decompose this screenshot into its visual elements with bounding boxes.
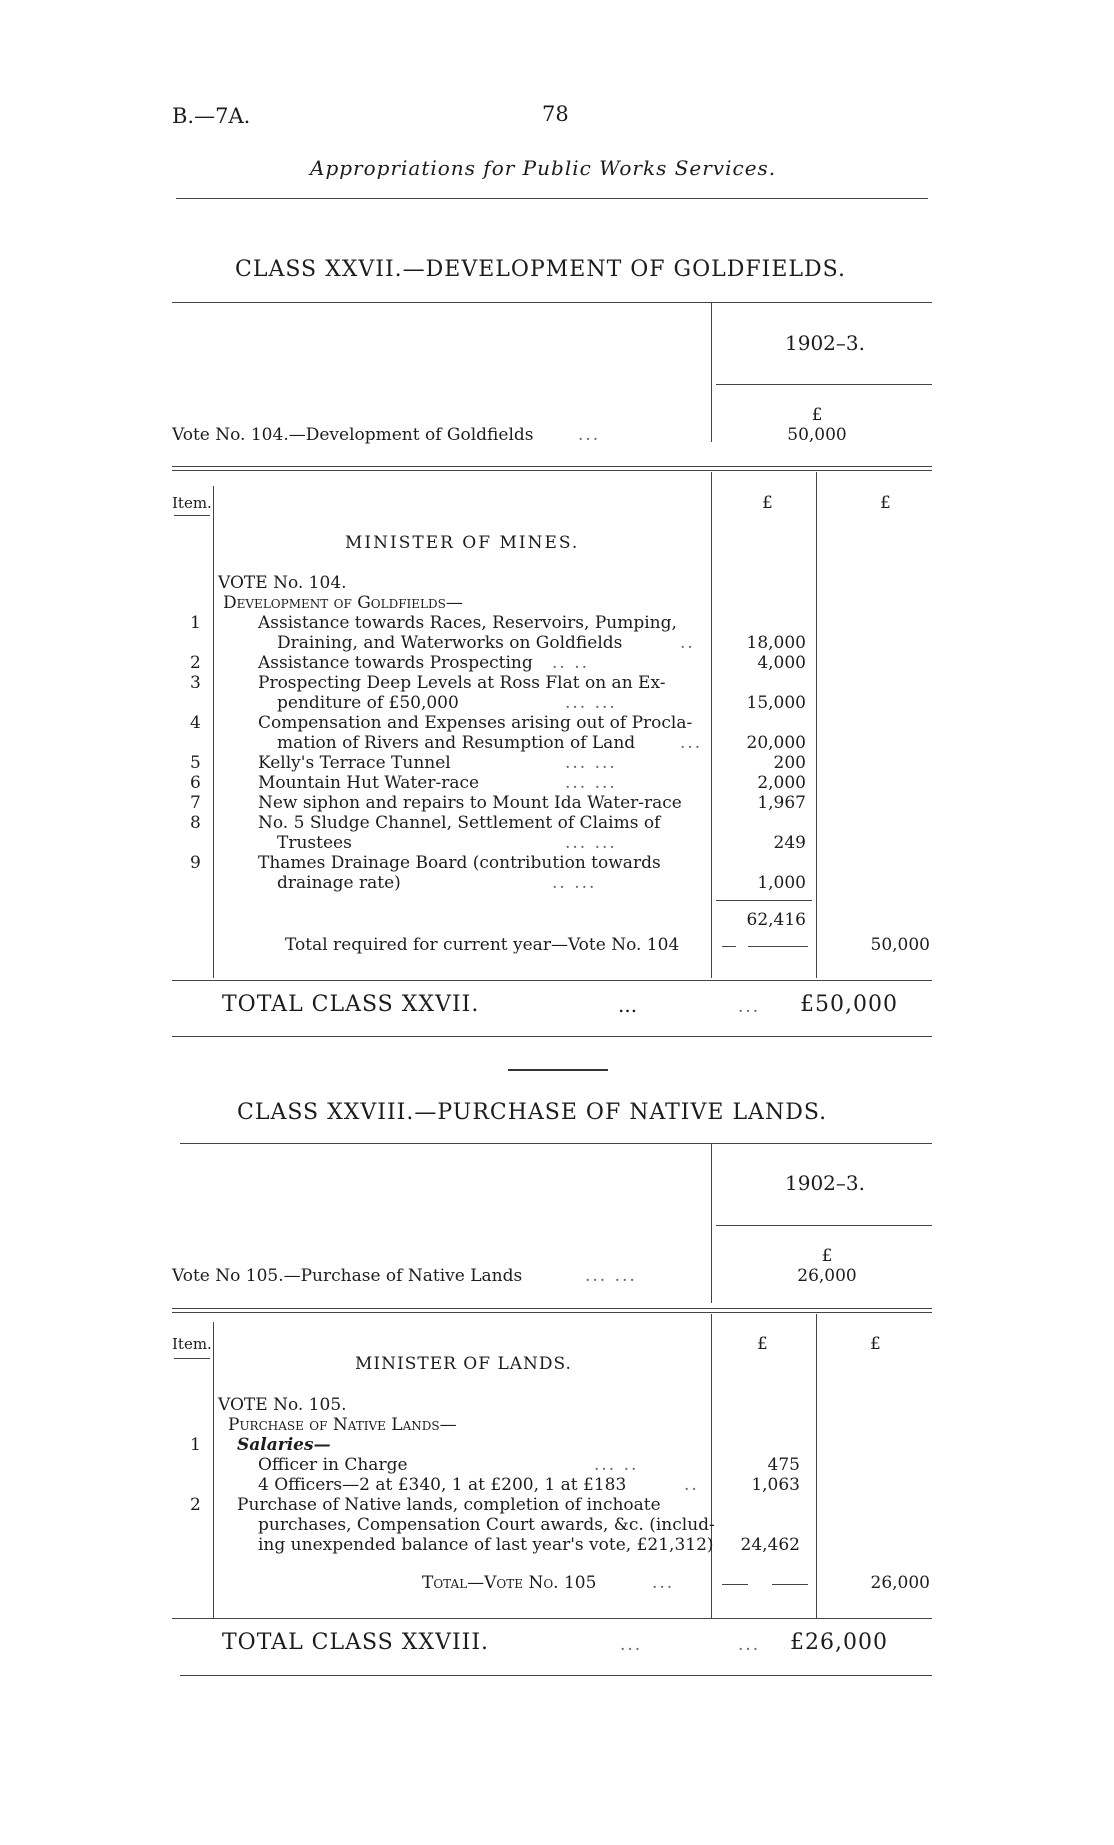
column-divider	[213, 1322, 214, 1618]
currency-column-a: £	[762, 493, 773, 513]
leader-dots: ...	[652, 1573, 675, 1593]
vote-label: Vote No 105.—Purchase of Native Lands	[172, 1266, 523, 1286]
vote-subhead: Development of Goldfields—	[223, 593, 463, 613]
rule	[722, 946, 736, 947]
item-number: 7	[190, 793, 201, 813]
rule	[748, 946, 808, 947]
rule	[172, 470, 932, 471]
item-description: mation of Rivers and Resumption of Land	[277, 733, 636, 753]
item-number: 1	[190, 613, 201, 633]
item-amount: 24,462	[740, 1535, 800, 1555]
item-number: 9	[190, 853, 201, 873]
rule	[174, 515, 210, 516]
leader-dots: ... ...	[565, 693, 617, 713]
salary-amount: 475	[767, 1455, 800, 1475]
item-amount: 1,000	[757, 873, 806, 893]
item-description: Assistance towards Prospecting	[258, 653, 533, 673]
item-description: Trustees	[277, 833, 352, 853]
leader-dots: ...	[620, 1635, 643, 1655]
item-amount: 200	[773, 753, 806, 773]
minister-heading: MINISTER OF MINES.	[345, 533, 580, 553]
rule	[172, 1308, 932, 1309]
page-title: Appropriations for Public Works Services.	[310, 156, 777, 180]
leader-dots: ...	[738, 1635, 761, 1655]
salary-line: 4 Officers—2 at £340, 1 at £200, 1 at £183	[258, 1475, 627, 1495]
item-number: 5	[190, 753, 201, 773]
column-divider	[711, 1314, 712, 1618]
leader-dots: .. ...	[552, 873, 597, 893]
leader-dots: ... ...	[585, 1266, 637, 1286]
column-divider	[213, 486, 214, 978]
vote-subhead: Purchase of Native Lands—	[228, 1415, 457, 1435]
rule	[716, 900, 812, 901]
item-number: 4	[190, 713, 201, 733]
leader-dots: ... ..	[594, 1455, 639, 1475]
item-description: ing unexpended balance of last year's vote, £21,312)	[258, 1535, 714, 1555]
rule	[172, 1312, 932, 1313]
item-description: penditure of £50,000	[277, 693, 459, 713]
vote-number: VOTE No. 105.	[218, 1395, 347, 1415]
salary-line: Officer in Charge	[258, 1455, 408, 1475]
rule	[172, 980, 932, 981]
rule	[716, 384, 932, 385]
vote-total-amount: 50,000	[870, 935, 930, 955]
currency-column-a: £	[757, 1334, 768, 1354]
vote-amount: 50,000	[787, 425, 847, 445]
item-description: Prospecting Deep Levels at Ross Flat on an Ex-	[258, 673, 666, 693]
vote-currency: £	[821, 1246, 833, 1266]
rule	[180, 1143, 932, 1144]
item-number: 3	[190, 673, 201, 693]
column-divider	[711, 302, 712, 442]
rule	[772, 1584, 808, 1585]
class-total-label: TOTAL CLASS XXVIII.	[222, 1630, 490, 1655]
item-amount: 4,000	[757, 653, 806, 673]
rule	[722, 1584, 748, 1585]
vote-label: Vote No. 104.—Development of Goldfields	[172, 425, 534, 445]
vote-total-amount: 26,000	[870, 1573, 930, 1593]
leader-dots: ... ...	[565, 833, 617, 853]
document-reference: B.—7A.	[172, 104, 251, 128]
currency-column-b: £	[870, 1334, 881, 1354]
minister-heading: MINISTER OF LANDS.	[355, 1354, 572, 1374]
class-total-amount: £50,000	[800, 992, 898, 1017]
rule	[172, 302, 932, 303]
item-description: Purchase of Native lands, completion of inchoate	[237, 1495, 661, 1515]
item-amount: 2,000	[757, 773, 806, 793]
item-description: No. 5 Sludge Channel, Settlement of Claims of	[258, 813, 661, 833]
item-description: Assistance towards Races, Reservoirs, Pumping,	[258, 613, 677, 633]
vote-number: VOTE No. 104.	[218, 573, 347, 593]
item-description: drainage rate)	[277, 873, 401, 893]
item-description: purchases, Compensation Court awards, &c. (includ-	[258, 1515, 715, 1535]
vote-currency: £	[811, 405, 823, 425]
leader-dots: ...	[738, 997, 761, 1017]
vote-amount: 26,000	[797, 1266, 857, 1286]
rule	[172, 466, 932, 467]
item-amount: 15,000	[746, 693, 806, 713]
item-column-header: Item.	[172, 494, 212, 512]
column-divider	[711, 472, 712, 978]
leader-dots: ...	[578, 425, 601, 445]
subtotal-amount: 62,416	[746, 910, 806, 930]
item-number: 1	[190, 1435, 201, 1455]
page-number: 78	[542, 102, 569, 126]
class-total-label: TOTAL CLASS XXVII.	[222, 992, 480, 1017]
item-number: 2	[190, 1495, 201, 1515]
currency-column-b: £	[880, 493, 891, 513]
vote-total-label: Total—Vote No. 105	[422, 1573, 597, 1593]
leader-dots: ...	[680, 733, 703, 753]
item-description: Thames Drainage Board (contribution towards	[258, 853, 661, 873]
class-title: CLASS XXVIII.—PURCHASE OF NATIVE LANDS.	[237, 1100, 828, 1125]
vote-total-label: Total required for current year—Vote No. 104	[285, 935, 680, 955]
item-number: 6	[190, 773, 201, 793]
rule	[174, 1358, 210, 1359]
item-description: Compensation and Expenses arising out of Procla-	[258, 713, 693, 733]
rule	[180, 1675, 932, 1676]
class-title: CLASS XXVII.—DEVELOPMENT OF GOLDFIELDS.	[235, 257, 846, 282]
item-column-header: Item.	[172, 1335, 212, 1353]
item-amount: 249	[773, 833, 806, 853]
item-description: Kelly's Terrace Tunnel	[258, 753, 451, 773]
column-divider	[816, 1314, 817, 1618]
item-amount: 20,000	[746, 733, 806, 753]
rule	[172, 1618, 932, 1619]
year-heading: 1902–3.	[785, 1171, 865, 1195]
header-rule	[176, 198, 928, 199]
leader-dots: ..	[684, 1475, 699, 1495]
leader-dots: ... ...	[565, 773, 617, 793]
item-description: Mountain Hut Water-race	[258, 773, 480, 793]
year-heading: 1902–3.	[785, 331, 865, 355]
rule	[716, 1225, 932, 1226]
leader-dots: ... ...	[565, 753, 617, 773]
leader-dots: ...	[618, 993, 638, 1017]
class-total-amount: £26,000	[790, 1630, 888, 1655]
item-number: 2	[190, 653, 201, 673]
item-amount: 18,000	[746, 633, 806, 653]
item-description: New siphon and repairs to Mount Ida Water-race	[258, 793, 682, 813]
leader-dots: ..	[680, 633, 695, 653]
item-description: Draining, and Waterworks on Goldfields	[277, 633, 623, 653]
column-divider	[816, 472, 817, 978]
item-amount: 1,967	[757, 793, 806, 813]
salary-amount: 1,063	[751, 1475, 800, 1495]
leader-dots: .. ..	[552, 653, 590, 673]
column-divider	[711, 1143, 712, 1303]
rule	[172, 1036, 932, 1037]
section-separator	[508, 1069, 608, 1071]
item-number: 8	[190, 813, 201, 833]
salaries-label: Salaries—	[237, 1435, 331, 1455]
